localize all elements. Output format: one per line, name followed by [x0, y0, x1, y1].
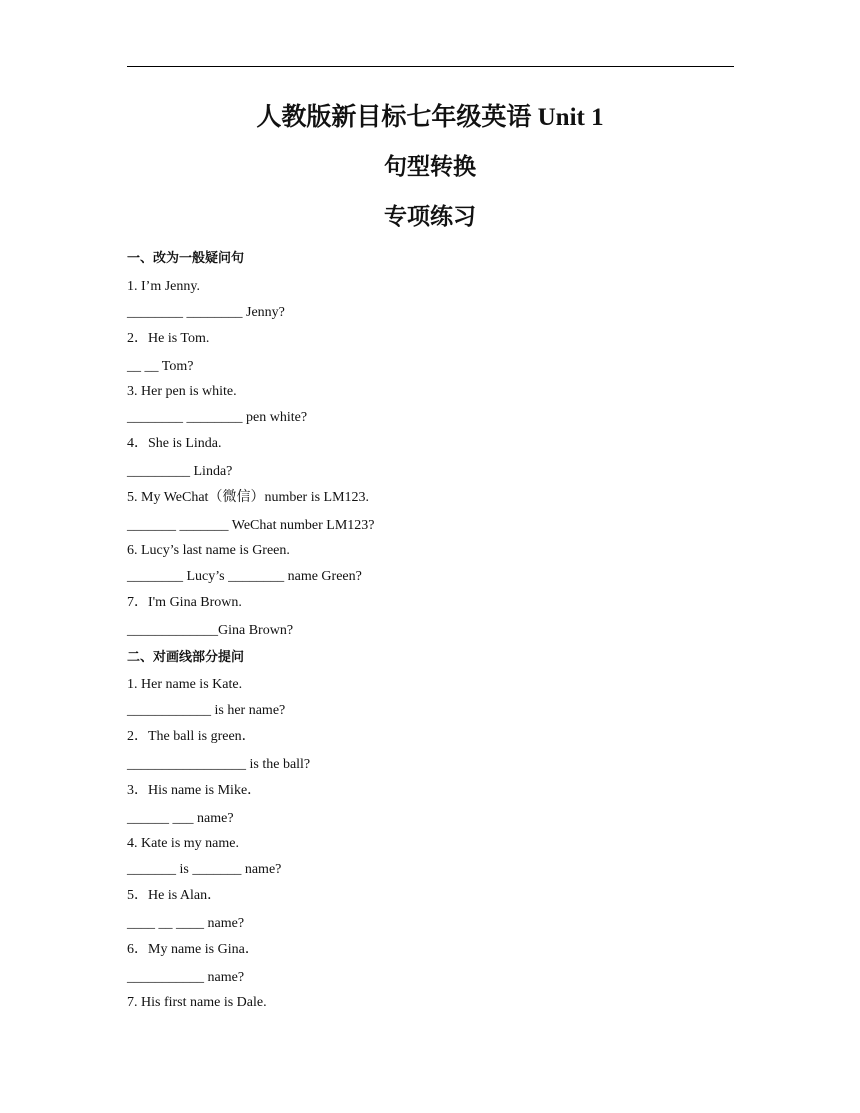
- answer-line: _______ is _______ name?: [127, 862, 282, 877]
- answer-line: ____ __ ____ name?: [127, 916, 245, 931]
- answer-line: _____________Gina Brown?: [127, 623, 294, 638]
- exercise-line: 6．My name is Gina．: [127, 942, 259, 957]
- answer-line: _______ _______ WeChat number LM123?: [127, 518, 375, 533]
- answer-line: ________ ________ pen white?: [127, 410, 308, 425]
- exercise-line: 1. I’m Jenny.: [127, 279, 200, 294]
- exercise-line: 7．I'm Gina Brown.: [127, 595, 242, 610]
- exercise-line: 5. My WeChat（微信）number is LM123.: [127, 490, 370, 505]
- doc-subtitle-practice: 专项练习: [384, 204, 476, 230]
- exercise-line: 4. Kate is my name.: [127, 836, 239, 851]
- doc-title: 人教版新目标七年级英语 Unit 1: [256, 104, 604, 131]
- doc-subtitle-pattern: 句型转换: [384, 154, 476, 180]
- answer-line: __ __ Tom?: [127, 359, 194, 374]
- exercise-line: 5．He is Alan．: [127, 888, 222, 903]
- exercise-line: 3. Her pen is white.: [127, 384, 237, 399]
- top-rule: [127, 66, 734, 67]
- exercise-line: 3．His name is Mike．: [127, 783, 262, 798]
- answer-line: _________ Linda?: [127, 464, 233, 479]
- answer-line: ___________ name?: [127, 970, 245, 985]
- answer-line: ________ Lucy’s ________ name Green?: [127, 569, 362, 584]
- exercise-line: 2．The ball is green．: [127, 729, 256, 744]
- exercise-line: 7. His first name is Dale.: [127, 995, 267, 1010]
- answer-line: ____________ is her name?: [127, 703, 286, 718]
- exercise-line: 4．She is Linda.: [127, 436, 222, 451]
- answer-line: ______ ___ name?: [127, 811, 234, 826]
- section-heading: 一、改为一般疑问句: [127, 251, 245, 266]
- exercise-line: 1. Her name is Kate.: [127, 677, 243, 692]
- exercise-line: 6. Lucy’s last name is Green.: [127, 543, 290, 558]
- section-heading: 二、对画线部分提问: [127, 650, 245, 665]
- answer-line: ________ ________ Jenny?: [127, 305, 285, 320]
- exercise-line: 2．He is Tom.: [127, 331, 210, 346]
- answer-line: _________________ is the ball?: [127, 757, 311, 772]
